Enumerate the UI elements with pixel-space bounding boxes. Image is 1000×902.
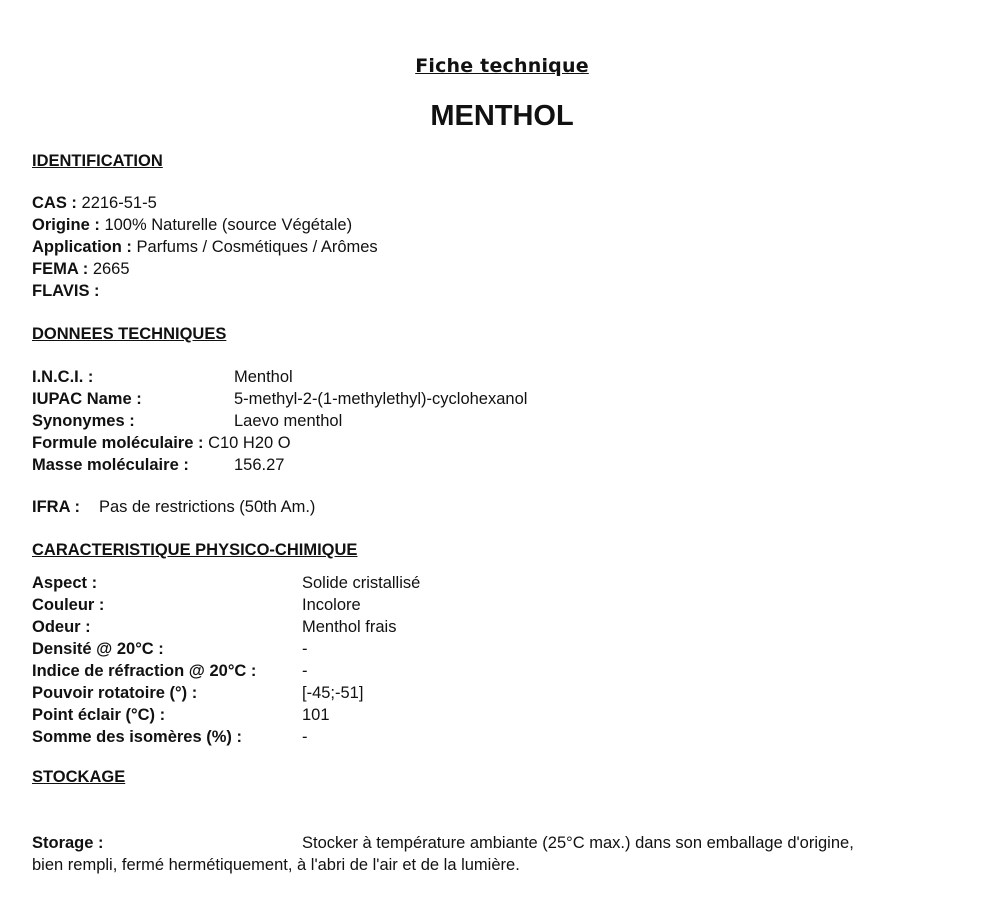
section-heading-donnees-techniques: DONNEES TECHNIQUES <box>32 325 227 343</box>
odeur-label: Odeur : <box>32 618 91 636</box>
application-value: Parfums / Cosmétiques / Arômes <box>136 238 378 256</box>
formule-row <box>32 432 632 454</box>
indice-refraction-row <box>32 660 632 682</box>
ifra-row <box>32 496 316 518</box>
iupac-value: 5-methyl-2-(1-methylethyl)-cyclohexanol <box>234 390 528 408</box>
storage-text-line1: Stocker à température ambiante (25°C max.) dans son emballage d'origine, <box>302 834 854 852</box>
cas-value: 2216-51-5 <box>81 194 157 212</box>
ifra-value: Pas de restrictions (50th Am.) <box>99 498 316 516</box>
synonymes-row <box>32 410 632 432</box>
cas-label: CAS : <box>32 194 77 212</box>
storage-paragraph <box>32 832 972 876</box>
somme-isomeres-row <box>32 726 632 748</box>
point-eclair-value: 101 <box>302 706 330 724</box>
inci-row <box>32 366 632 388</box>
aspect-row <box>32 572 632 594</box>
section-heading-stockage: STOCKAGE <box>32 768 126 786</box>
origine-value: 100% Naturelle (source Végétale) <box>104 216 353 234</box>
synonymes-value: Laevo menthol <box>234 412 343 430</box>
couleur-row <box>32 594 632 616</box>
iupac-row <box>32 388 632 410</box>
densite-value: - <box>302 640 308 658</box>
masse-label: Masse moléculaire : <box>32 456 189 474</box>
point-eclair-row <box>32 704 632 726</box>
densite-row <box>32 638 632 660</box>
section-heading-identification: IDENTIFICATION <box>32 152 163 170</box>
somme-isomeres-value: - <box>302 728 308 746</box>
document-title: Fiche technique <box>415 55 589 77</box>
origine-row <box>32 214 378 236</box>
fema-label: FEMA : <box>32 260 89 278</box>
application-label: Application : <box>32 238 132 256</box>
physico-block <box>32 572 632 748</box>
fema-value: 2665 <box>92 260 130 278</box>
indice-refraction-label: Indice de réfraction @ 20°C : <box>32 662 257 680</box>
aspect-label: Aspect : <box>32 574 98 592</box>
aspect-value: Solide cristallisé <box>302 574 421 592</box>
iupac-label: IUPAC Name : <box>32 390 142 408</box>
flavis-label: FLAVIS : <box>32 282 100 300</box>
identification-block <box>32 192 378 302</box>
inci-value: Menthol <box>234 368 293 386</box>
somme-isomeres-label: Somme des isomères (%) : <box>32 728 242 746</box>
section-heading-physico-chimique: CARACTERISTIQUE PHYSICO-CHIMIQUE <box>32 541 358 559</box>
masse-row <box>32 454 632 476</box>
fema-row <box>32 258 378 280</box>
flavis-row <box>32 280 378 302</box>
formule-label: Formule moléculaire : <box>32 434 204 452</box>
application-row <box>32 236 378 258</box>
storage-text-line2: bien rempli, fermé hermétiquement, à l'abri de l'air et de la lumière. <box>32 856 520 874</box>
cas-row <box>32 192 378 214</box>
indice-refraction-value: - <box>302 662 308 680</box>
formule-value: C10 H20 O <box>208 434 291 452</box>
pouvoir-rotatoire-label: Pouvoir rotatoire (°) : <box>32 684 198 702</box>
product-name: MENTHOL <box>430 100 574 132</box>
couleur-value: Incolore <box>302 596 361 614</box>
origine-label: Origine : <box>32 216 100 234</box>
pouvoir-rotatoire-row <box>32 682 632 704</box>
densite-label: Densité @ 20°C : <box>32 640 164 658</box>
point-eclair-label: Point éclair (°C) : <box>32 706 166 724</box>
couleur-label: Couleur : <box>32 596 105 614</box>
masse-value: 156.27 <box>234 456 285 474</box>
synonymes-label: Synonymes : <box>32 412 135 430</box>
donnees-block <box>32 366 632 476</box>
storage-label: Storage : <box>32 834 104 852</box>
inci-label: I.N.C.I. : <box>32 368 94 386</box>
pouvoir-rotatoire-value: [-45;-51] <box>302 684 364 702</box>
ifra-label: IFRA : <box>32 498 80 516</box>
odeur-row <box>32 616 632 638</box>
odeur-value: Menthol frais <box>302 618 397 636</box>
